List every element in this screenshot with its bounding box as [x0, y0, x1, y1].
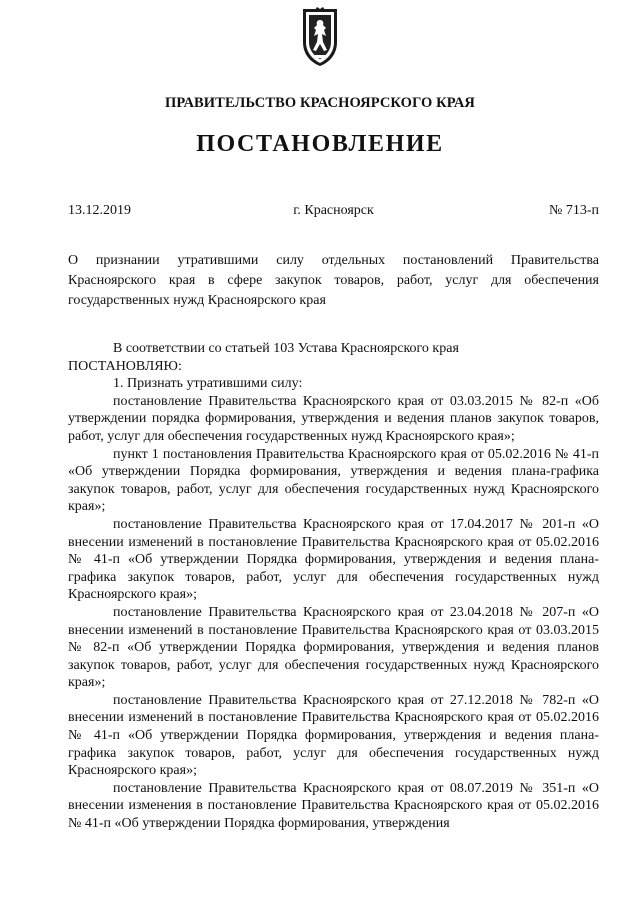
- repealed-act-paragraph: постановление Правительства Красноярского края от 08.07.2019 № 351-п «О внесении изменения в постановление Правительства Красноярского края от 05.02.2016 № 41-п «Об утверждении Порядка формирования, утверждения: [68, 780, 599, 832]
- repealed-act-paragraph: пункт 1 постановления Правительства Красноярского края от 05.02.2016 № 41-п «Об утверждении Порядка формирования, утверждения и ведения плана-графика закупок товаров, работ, услуг для обеспечения государственных нужд Красноярского края»;: [68, 446, 599, 515]
- repealed-act-paragraph: постановление Правительства Красноярского края от 17.04.2017 № 201-п «О внесении изменений в постановление Правительства Красноярского края от 05.02.2016 № 41-п «Об утверждении Порядка формирования, утверждения и ведения плана-графика закупок товаров, работ, услуг для обеспечения государственных нужд Красноярского края»;: [68, 516, 599, 603]
- document-subject: О признании утратившими силу отдельных постановлений Правительства Красноярского края в сфере закупок товаров, работ, услуг для обеспечения государственных нужд Красноярского края: [68, 253, 599, 308]
- document-body: [68, 340, 599, 833]
- item-1: 1. Признать утратившими силу:: [113, 376, 303, 392]
- document-number: № 713-п: [548, 203, 599, 218]
- organization-title: ПРАВИТЕЛЬСТВО КРАСНОЯРСКОГО КРАЯ: [164, 95, 475, 111]
- coat-of-arms-icon: [300, 6, 340, 68]
- repealed-act-paragraph: постановление Правительства Красноярского края от 23.04.2018 № 207-п «О внесении изменений в постановление Правительства Красноярского края от 03.03.2015 № 82-п «Об утверждении Порядка формирования, утверждения и ведения планов закупок товаров, работ, услуг для обеспечения государственных нужд Красноярского края»;: [68, 604, 599, 691]
- document-type-title: ПОСТАНОВЛЕНИЕ: [196, 131, 444, 157]
- document-city: г. Красноярск: [293, 203, 374, 218]
- repealed-act-paragraph: постановление Правительства Красноярского края от 27.12.2018 № 782-п «О внесении изменений в постановление Правительства Красноярского края от 05.02.2016 № 41-п «Об утверждении Порядка формирования, утверждения и ведения плана-графика закупок товаров, работ, услуг для обеспечения государственных нужд Красноярского края»;: [68, 692, 599, 779]
- repealed-act-paragraph: постановление Правительства Красноярского края от 03.03.2015 № 82-п «Об утверждении порядка формирования, утверждения и ведения планов закупок товаров, работ, услуг для обеспечения государственных нужд Красноярского края»;: [68, 393, 599, 444]
- preamble: В соответствии со статьей 103 Устава Красноярского края: [113, 341, 459, 356]
- document-meta: [68, 203, 599, 223]
- resolve-keyword: ПОСТАНОВЛЯЮ:: [68, 358, 182, 374]
- document-date: 13.12.2019: [68, 203, 131, 218]
